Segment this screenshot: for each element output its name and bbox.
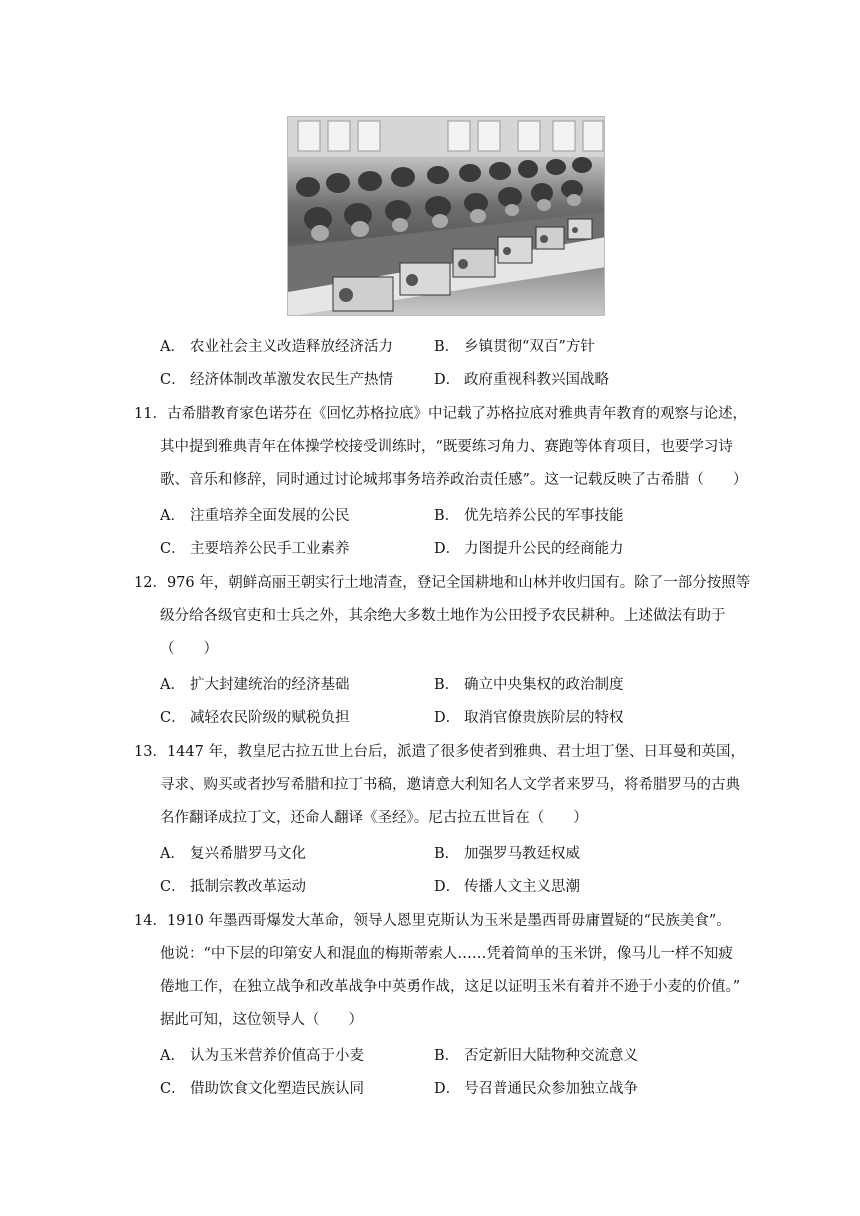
option-c[interactable]: C． 经济体制改革激发农民生产热情	[160, 372, 393, 388]
question-11-stem: 11．古希腊教育家色诺芬在《回忆苏格拉底》中记载了苏格拉底对雅典青年教育的观察与论述，	[134, 406, 747, 422]
question-12-stem: 12．976 年，朝鲜高丽王朝实行土地清查，登记全国耕地和山林并收归国有。除了一部分按照等	[134, 575, 751, 591]
q14-options-row-2	[160, 1078, 780, 1100]
q12-option-a[interactable]: A． 扩大封建统治的经济基础	[160, 677, 350, 693]
question-photo	[287, 116, 605, 316]
q12-option-b[interactable]: B． 确立中央集权的政治制度	[434, 677, 624, 693]
question-11-line-2: 其中提到雅典青年在体操学校接受训练时，“既要练习角力、赛跑等体育项目，也要学习诗	[160, 439, 733, 455]
q11-option-b[interactable]: B． 优先培养公民的军事技能	[434, 508, 624, 524]
q14-option-b[interactable]: B． 否定新旧大陆物种交流意义	[434, 1048, 638, 1064]
question-14-line-4: 据此可知，这位领导人（ ）	[160, 1012, 363, 1028]
q11-option-d[interactable]: D． 力图提升公民的经商能力	[434, 541, 624, 557]
q13-options-row-2	[160, 876, 780, 898]
option-b[interactable]: B． 乡镇贯彻“双百”方针	[434, 339, 595, 355]
question-11-line-3: 歌、音乐和修辞，同时通过讨论城邦事务培养政治责任感”。这一记载反映了古希腊（ ）	[160, 472, 748, 488]
q14-option-a[interactable]: A． 认为玉米营养价值高于小麦	[160, 1048, 364, 1064]
q13-options-row-1	[160, 843, 780, 865]
q13-option-c[interactable]: C． 抵制宗教改革运动	[160, 879, 306, 895]
photo-drawing	[288, 117, 605, 316]
q11-options-row-1	[160, 505, 780, 527]
question-12-line-2: 级分给各级官吏和士兵之外，其余绝大多数土地作为公田授予农民耕种。上述做法有助于	[160, 608, 726, 624]
question-12-line-3: （ ）	[160, 641, 218, 657]
q13-option-b[interactable]: B． 加强罗马教廷权威	[434, 846, 580, 862]
question-14-line-2: 他说：“中下层的印第安人和混血的梅斯蒂索人……凭着简单的玉米饼，像马儿一样不知疲	[160, 946, 733, 962]
question-13-line-3: 名作翻译成拉丁文，还命人翻译《圣经》。尼古拉五世旨在（ ）	[160, 810, 588, 826]
q13-option-a[interactable]: A． 复兴希腊罗马文化	[160, 846, 306, 862]
prev-options-row-1	[160, 336, 780, 358]
q12-options-row-1	[160, 674, 780, 696]
question-13-line-2: 寻求、购买或者抄写希腊和拉丁书稿，邀请意大利知名人文学者来罗马，将希腊罗马的古典	[160, 777, 740, 793]
q12-options-row-2	[160, 707, 780, 729]
q12-option-c[interactable]: C． 减轻农民阶级的赋税负担	[160, 710, 350, 726]
option-a[interactable]: A． 农业社会主义改造释放经济活力	[160, 339, 393, 355]
question-14-stem: 14．1910 年墨西哥爆发大革命，领导人恩里克斯认为玉米是墨西哥毋庸置疑的“民族美食”。	[134, 913, 731, 929]
prev-options-row-2	[160, 369, 780, 391]
q11-option-c[interactable]: C． 主要培养公民手工业素养	[160, 541, 350, 557]
option-d[interactable]: D． 政府重视科教兴国战略	[434, 372, 609, 388]
q14-options-row-1	[160, 1045, 780, 1067]
q11-option-a[interactable]: A． 注重培养全面发展的公民	[160, 508, 350, 524]
q11-options-row-2	[160, 538, 780, 560]
q13-option-d[interactable]: D． 传播人文主义思潮	[434, 879, 580, 895]
question-14-line-3: 倦地工作，在独立战争和改革战争中英勇作战，这足以证明玉米有着并不逊于小麦的价值。”	[160, 979, 741, 995]
question-13-stem: 13．1447 年，教皇尼古拉五世上台后，派遣了很多使者到雅典、君士坦丁堡、日耳曼和英国，	[134, 744, 745, 760]
q14-option-d[interactable]: D． 号召普通民众参加独立战争	[434, 1081, 638, 1097]
q12-option-d[interactable]: D． 取消官僚贵族阶层的特权	[434, 710, 624, 726]
q14-option-c[interactable]: C． 借助饮食文化塑造民族认同	[160, 1081, 364, 1097]
